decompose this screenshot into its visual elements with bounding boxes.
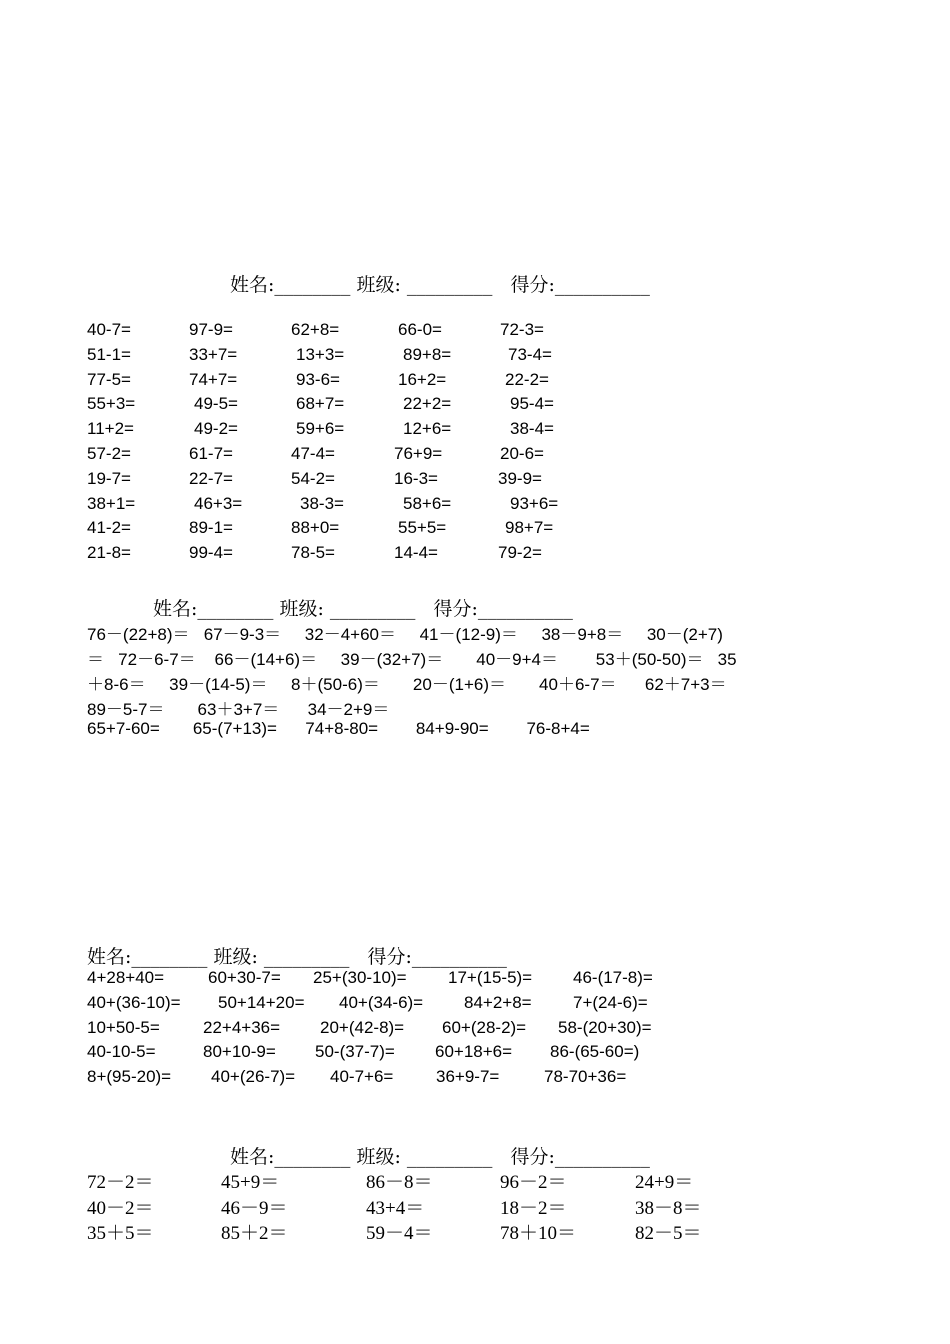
problem-cell: 4+28+40= [87, 968, 165, 987]
problem-cell: 78-70+36= [544, 1067, 627, 1087]
problem-cell: 35＋5＝ [87, 1223, 154, 1244]
problem-cell: 73-4= [508, 344, 552, 364]
problem-line: ＋8-6＝ 39－(14-5)＝ 8＋(50-6)＝ 20－(1+6)＝ 40＋6-7＝ 62＋7+3＝ [87, 675, 727, 694]
problem-cell: 22+2= [403, 394, 452, 414]
worksheet-header: 姓名:________ 班级: _________ 得分:__________ [87, 946, 507, 968]
problem-cell: 68+7= [296, 394, 345, 414]
problem-cell: 50-(37-7)= [315, 1042, 395, 1062]
problem-cell: 14-4= [394, 543, 438, 563]
problem-cell: 40-10-5= [87, 1042, 156, 1062]
problem-cell: 60+18+6= [435, 1042, 513, 1062]
problem-line: 65+7-60= 65-(7+13)= 74+8-80= 84+9-90= 76-8+4= [87, 719, 590, 738]
problem-cell: 93-6= [296, 369, 340, 389]
worksheet-header: 姓名:________ 班级: _________ 得分:__________ [153, 598, 573, 620]
problem-cell: 43+4＝ [366, 1197, 425, 1219]
problem-cell: 66-0= [398, 320, 442, 339]
problem-cell: 58-(20+30)= [558, 1017, 652, 1037]
problem-cell: 40+(34-6)= [339, 992, 424, 1012]
problem-cell: 11+2= [87, 419, 134, 439]
problem-cell: 40－2＝ [87, 1197, 154, 1219]
problem-cell: 49-5= [194, 394, 238, 414]
problem-cell: 89+8= [403, 344, 452, 364]
problem-cell: 19-7= [87, 468, 131, 488]
problem-cell: 80+10-9= [203, 1042, 276, 1062]
problem-cell: 96－2＝ [500, 1172, 567, 1193]
problem-cell: 24+9＝ [635, 1172, 694, 1193]
problem-cell: 7+(24-6)= [573, 992, 648, 1012]
problem-cell: 60+30-7= [208, 968, 281, 987]
problem-line: ＝ 72－6-7＝ 66－(14+6)＝ 39－(32+7)＝ 40－9+4＝ 53＋(50-50)＝ 35 [87, 650, 737, 669]
worksheet-header: 姓名:________ 班级: _________ 得分:__________ [230, 1146, 650, 1168]
problem-cell: 46+3= [194, 493, 243, 513]
problem-cell: 20+(42-8)= [320, 1017, 405, 1037]
problem-cell: 38+1= [87, 493, 136, 513]
problem-cell: 59+6= [296, 419, 345, 439]
problem-cell: 99-4= [189, 543, 233, 563]
problem-cell: 61-7= [189, 444, 233, 463]
problem-cell: 33+7= [189, 344, 238, 364]
problem-cell: 22-2= [505, 369, 549, 389]
problem-cell: 88+0= [291, 518, 340, 538]
problem-cell: 78＋10＝ [500, 1223, 577, 1244]
problem-cell: 47-4= [291, 444, 335, 463]
problem-cell: 98+7= [505, 518, 554, 538]
problem-cell: 38－8＝ [635, 1197, 702, 1219]
problem-cell: 74+7= [189, 369, 238, 389]
problem-cell: 57-2= [87, 444, 131, 463]
problem-cell: 85＋2＝ [221, 1223, 288, 1244]
problem-cell: 58+6= [403, 493, 452, 513]
problem-cell: 76+9= [394, 444, 443, 463]
problem-cell: 72-3= [500, 320, 544, 339]
problem-cell: 17+(15-5)= [448, 968, 533, 987]
worksheet-header: 姓名:________ 班级: _________ 得分:__________ [230, 274, 650, 296]
problem-cell: 45+9＝ [221, 1172, 280, 1193]
problem-cell: 18－2＝ [500, 1197, 567, 1219]
problem-cell: 20-6= [500, 444, 544, 463]
problem-cell: 40-7= [87, 320, 131, 339]
problem-cell: 13+3= [296, 344, 345, 364]
problem-cell: 38-3= [300, 493, 344, 513]
problem-cell: 16+2= [398, 369, 447, 389]
problem-cell: 46-(17-8)= [573, 968, 653, 987]
problem-cell: 36+9-7= [436, 1067, 500, 1087]
problem-cell: 38-4= [510, 419, 554, 439]
problem-cell: 95-4= [510, 394, 554, 414]
problem-cell: 22-7= [189, 468, 233, 488]
problem-line: 89－5-7＝ 63＋3+7＝ 34－2+9＝ [87, 700, 390, 719]
problem-cell: 82－5＝ [635, 1223, 702, 1244]
problem-cell: 54-2= [291, 468, 335, 488]
problem-cell: 55+5= [398, 518, 447, 538]
problem-cell: 60+(28-2)= [442, 1017, 527, 1037]
problem-cell: 86－8＝ [366, 1172, 433, 1193]
problem-cell: 25+(30-10)= [313, 968, 407, 987]
problem-cell: 40-7+6= [330, 1067, 394, 1087]
problem-cell: 50+14+20= [218, 992, 305, 1012]
problem-cell: 77-5= [87, 369, 131, 389]
problem-cell: 59－4＝ [366, 1223, 433, 1244]
problem-cell: 93+6= [510, 493, 559, 513]
problem-cell: 78-5= [291, 543, 335, 563]
problem-cell: 86-(65-60=) [550, 1042, 640, 1062]
problem-cell: 40+(36-10)= [87, 992, 181, 1012]
problem-cell: 62+8= [291, 320, 340, 339]
problem-cell: 12+6= [403, 419, 452, 439]
problem-cell: 49-2= [194, 419, 238, 439]
problem-cell: 72－2＝ [87, 1172, 154, 1193]
problem-cell: 10+50-5= [87, 1017, 160, 1037]
problem-cell: 51-1= [87, 344, 131, 364]
problem-cell: 46－9＝ [221, 1197, 288, 1219]
problem-line: 76－(22+8)＝ 67－9-3＝ 32－4+60＝ 41－(12-9)＝ 38－9+8＝ 30－(2+7) [87, 625, 723, 644]
problem-cell: 79-2= [498, 543, 542, 563]
problem-cell: 39-9= [498, 468, 542, 488]
problem-cell: 21-8= [87, 543, 131, 563]
problem-cell: 84+2+8= [464, 992, 532, 1012]
problem-cell: 40+(26-7)= [211, 1067, 296, 1087]
problem-cell: 97-9= [189, 320, 233, 339]
problem-cell: 16-3= [394, 468, 438, 488]
problem-cell: 89-1= [189, 518, 233, 538]
problem-cell: 22+4+36= [203, 1017, 281, 1037]
problem-cell: 55+3= [87, 394, 136, 414]
problem-cell: 41-2= [87, 518, 131, 538]
problem-cell: 8+(95-20)= [87, 1067, 172, 1087]
